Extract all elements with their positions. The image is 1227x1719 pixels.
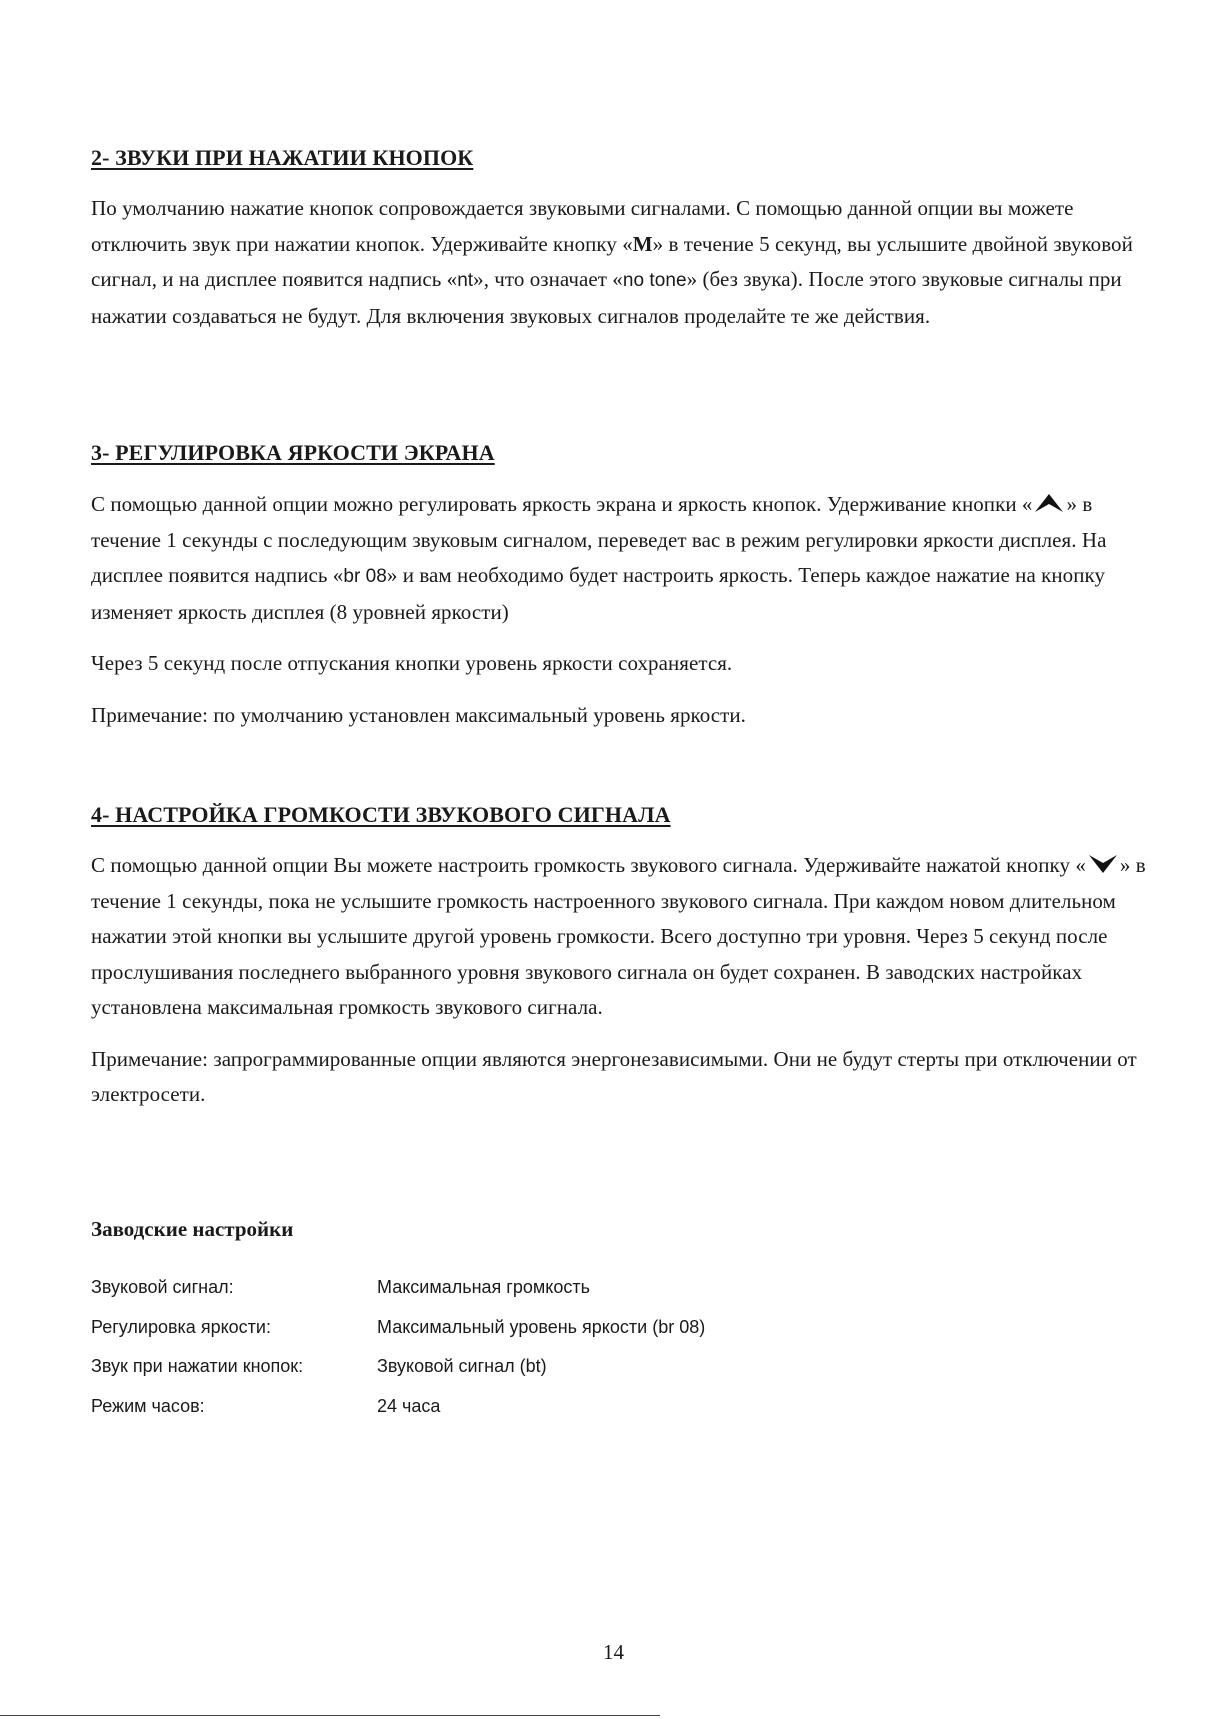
settings-key: Звуковой сигнал: [91, 1277, 234, 1298]
settings-value: 24 часа [377, 1395, 441, 1416]
section-button-sounds [91, 145, 1151, 171]
section-brightness-body [91, 487, 1151, 733]
paragraph: По умолчанию нажатие кнопок сопровождается звуковыми сигналами. С помощью данной опции вы можете отключить звук при нажатии кнопок. Удерживайте кнопку «M» в течение 5 секунд, вы услышите двойной звуковой сигнал, и на дисплее появится надпись «nt», что означает «no tone» (без звука). После этого звуковые сигналы при нажатии создаваться не будут. Для включения звуковых сигналов проделайте те же действия. [91, 196, 1133, 328]
note: Примечание: по умолчанию установлен максимальный уровень яркости. [91, 702, 746, 727]
display-code: no tone [622, 270, 687, 291]
settings-key: Регулировка яркости: [91, 1316, 271, 1337]
settings-key: Звук при нажатии кнопок: [91, 1356, 304, 1377]
key-m-label: M [632, 231, 653, 256]
display-code: br 08 [343, 566, 387, 587]
divider [0, 1715, 660, 1716]
factory-settings [91, 1217, 1151, 1242]
settings-row [91, 1387, 891, 1427]
arrow-down-icon [1086, 853, 1120, 875]
section-title: 2- ЗВУКИ ПРИ НАЖАТИИ КНОПОК [91, 145, 474, 170]
settings-key: Режим часов: [91, 1395, 205, 1416]
section-brightness [91, 440, 1151, 466]
settings-value: Максимальный уровень яркости (br 08) [377, 1316, 706, 1337]
settings-value: Звуковой сигнал (bt) [377, 1356, 547, 1377]
settings-row [91, 1268, 891, 1308]
section-title: 4- НАСТРОЙКА ГРОМКОСТИ ЗВУКОВОГО СИГНАЛА [91, 802, 671, 827]
display-code: nt [457, 270, 474, 291]
settings-row [91, 1308, 891, 1348]
settings-value: Максимальная громкость [377, 1277, 590, 1298]
section-title: 3- РЕГУЛИРОВКА ЯРКОСТИ ЭКРАНА [91, 440, 495, 465]
paragraph: С помощью данной опции Вы можете настроить громкость звукового сигнала. Удерживайте нажатой кнопку « » в течение 1 секунды, пока не услышите громкость настроенного звукового сигнала. При каждом новом длительном нажатии этой кнопки вы услышите другой уровень громкости. Всего доступно три уровня. Через 5 секунд после прослушивания последнего выбранного уровня звукового сигнала он будет сохранен. В заводских настройках установлена максимальная громкость звукового сигнала. [91, 853, 1146, 1019]
section-volume [91, 802, 1151, 828]
paragraph: С помощью данной опции можно регулировать яркость экрана и яркость кнопок. Удерживание кнопки « » в течение 1 секунды с последующим звуковым сигналом, переведет вас в режим регулировки яркости дисплея. На дисплее появится надпись «br 08» и вам необходимо будет настроить яркость. Теперь каждое нажатие на кнопку изменяет яркость дисплея (8 уровней яркости) [91, 492, 1107, 624]
settings-title: Заводские настройки [91, 1217, 294, 1241]
settings-table [91, 1268, 891, 1426]
arrow-up-icon [1032, 492, 1066, 514]
paragraph: Через 5 секунд после отпускания кнопки уровень яркости сохраняется. [91, 651, 733, 675]
settings-row [91, 1347, 891, 1387]
section-button-sounds-body [91, 191, 1151, 334]
page-number: 14 [603, 1640, 624, 1664]
note: Примечание: запрограммированные опции являются энергонезависимыми. Они не будут стерты при отключении от электросети. [91, 1046, 1137, 1106]
section-volume-body [91, 848, 1151, 1113]
